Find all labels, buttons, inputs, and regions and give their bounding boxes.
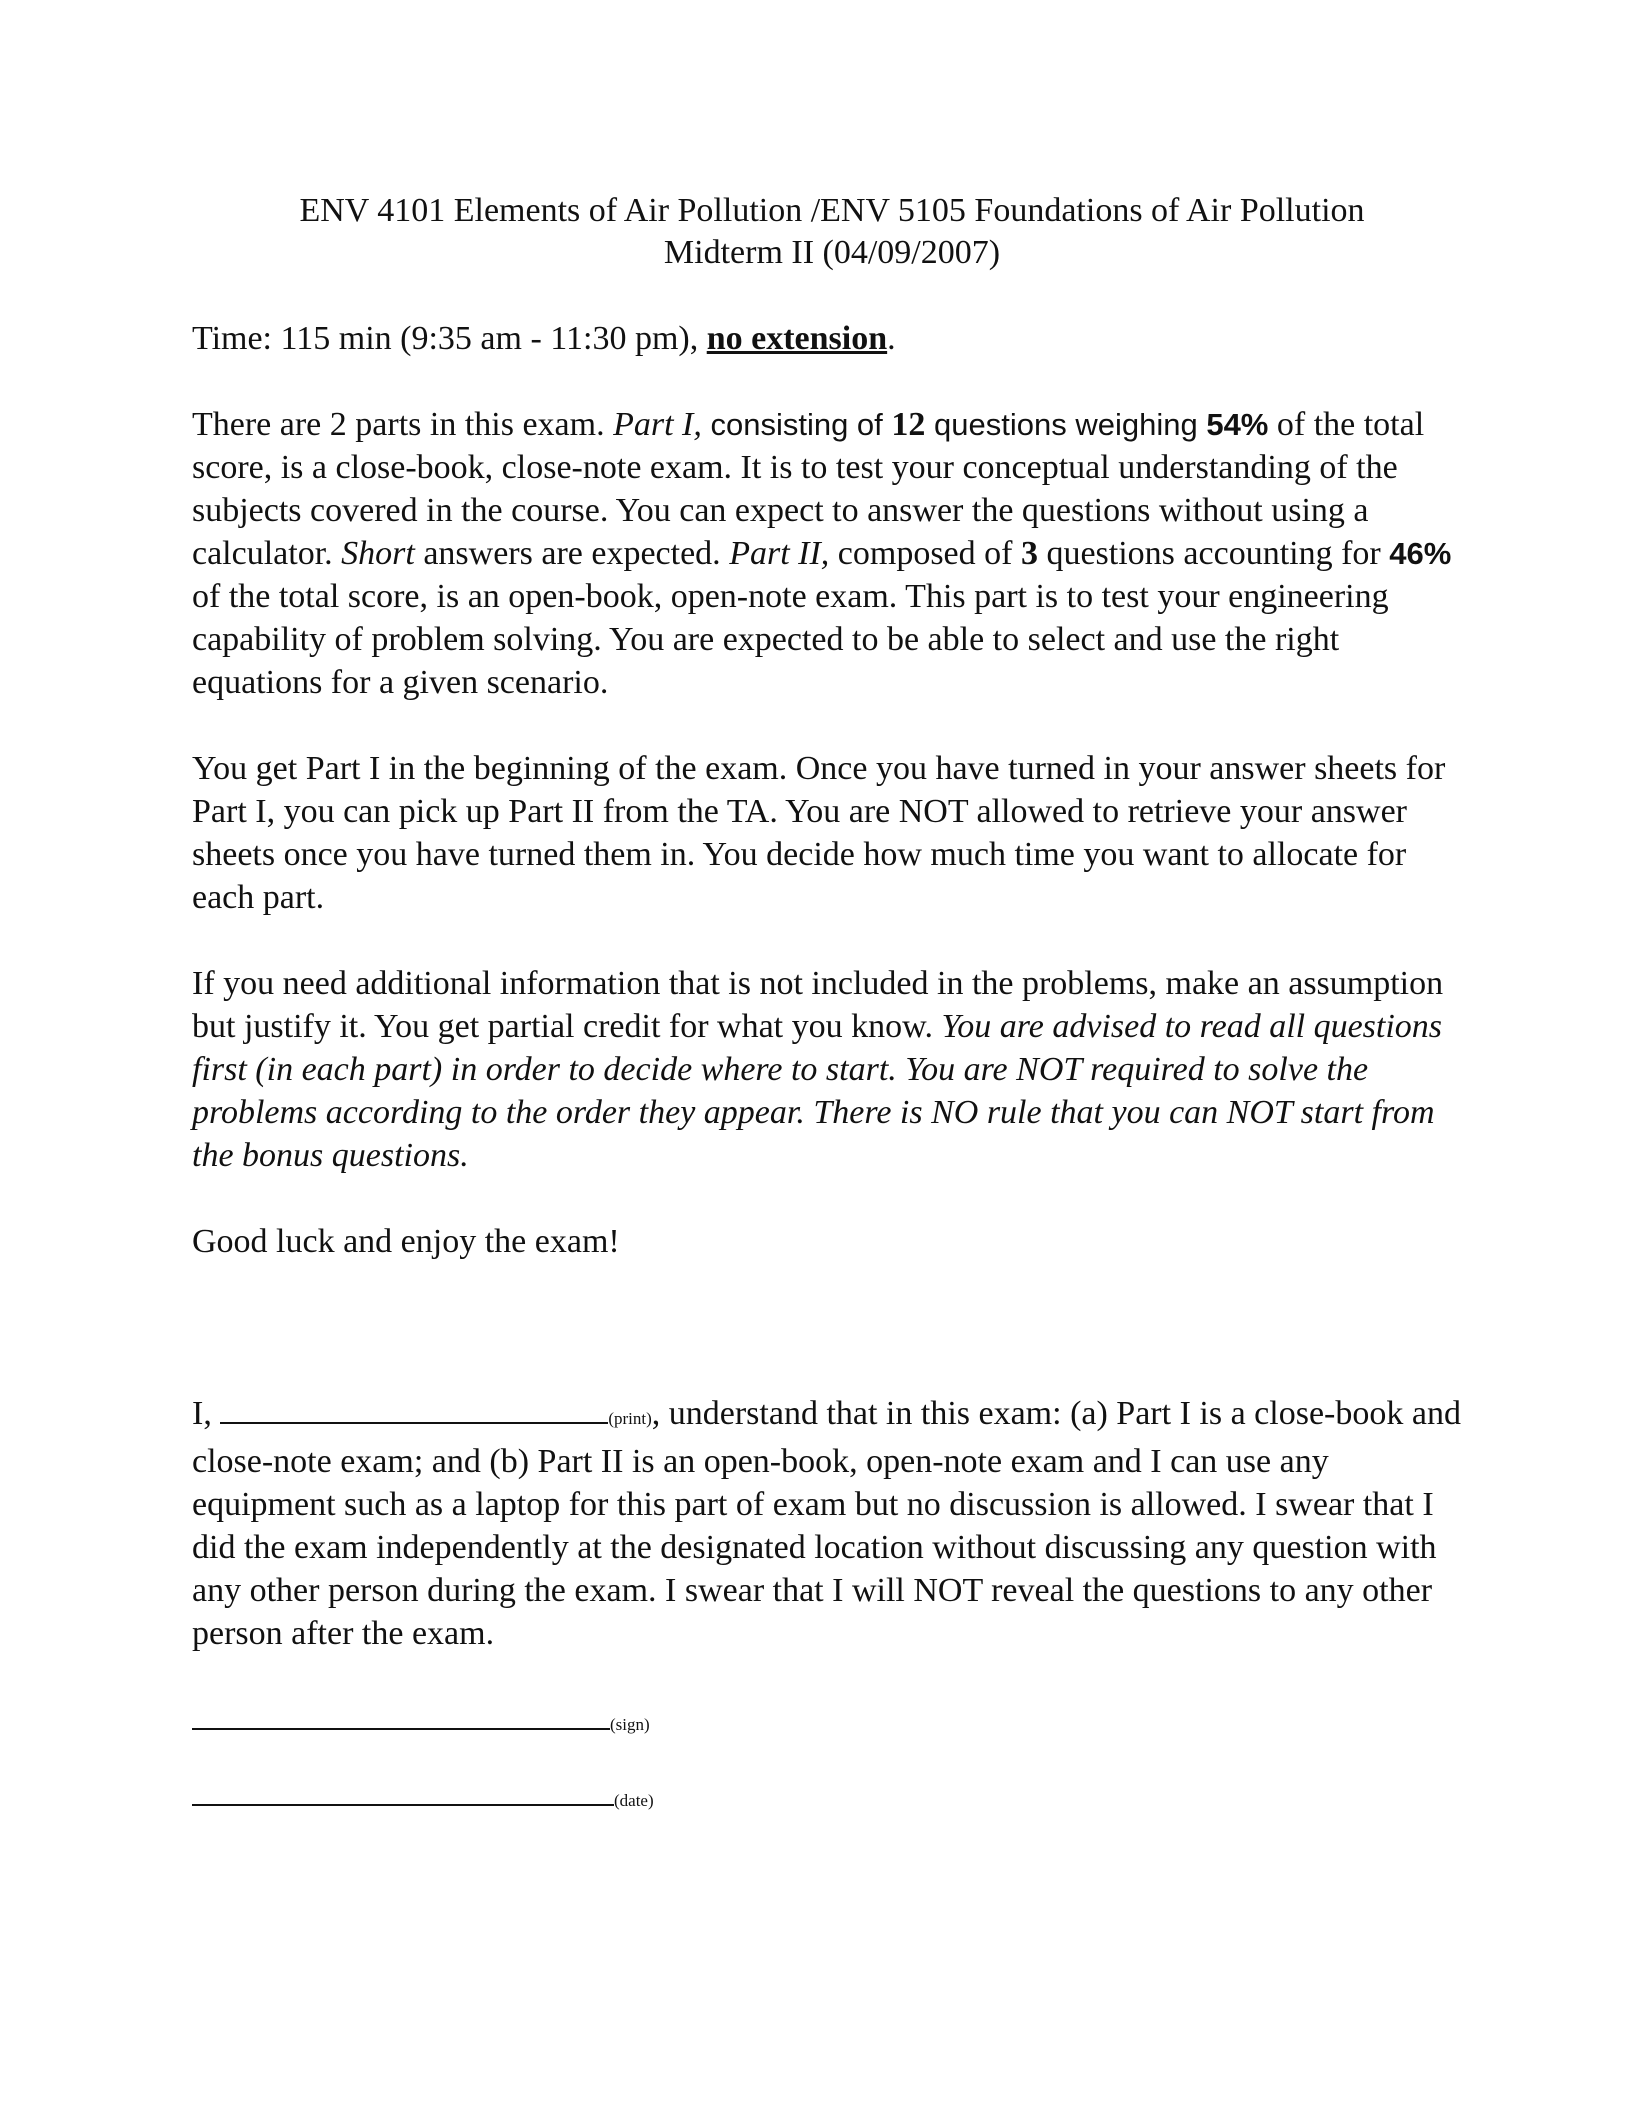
weight-part-one: 54% [1206, 407, 1269, 442]
intro-paragraph [192, 403, 1472, 704]
short-emphasis: Short [341, 535, 415, 572]
intro-text-5: answers are expected. [414, 535, 730, 572]
time-text: Time: 115 min (9:35 am - 11:30 pm), [192, 320, 707, 357]
sign-label: (sign) [610, 1715, 650, 1734]
time-suffix: . [887, 320, 896, 357]
date-line [192, 1776, 1472, 1812]
assumptions-paragraph [192, 962, 1472, 1177]
intro-text-2: consisting of [701, 407, 892, 442]
date-label: (date) [614, 1791, 654, 1810]
print-label: (print) [608, 1409, 652, 1428]
pledge-lead: I, [192, 1395, 221, 1432]
print-name-blank[interactable] [220, 1392, 608, 1424]
course-title: ENV 4101 Elements of Air Pollution /ENV 5105 Foundations of Air Pollution [299, 192, 1365, 229]
exam-subtitle: Midterm II (04/09/2007) [663, 234, 1001, 271]
intro-text-3: questions weighing [925, 407, 1207, 442]
no-extension-text: no extension [706, 320, 888, 357]
intro-text-4: of the total score, is a close-book, close-note exam. It is to test your conceptual understanding of the subjects covered in the course. You can expect to answer the questions without using a calculator. [192, 406, 1425, 572]
assumptions-text: If you need additional information that is not included in the problems, make an assumption but justify it. You get partial credit for what you know. [192, 965, 1444, 1045]
time-line [192, 317, 1472, 360]
signature-blank[interactable] [192, 1700, 610, 1730]
intro-text-1: There are 2 parts in this exam. [192, 406, 614, 443]
date-blank[interactable] [192, 1776, 614, 1806]
part-one-label: Part I, [613, 406, 702, 443]
question-count-part-one: 12 [891, 406, 926, 443]
intro-text-6: composed of [829, 535, 1021, 572]
exam-cover-page [192, 190, 1472, 1812]
part-two-label: Part II, [729, 535, 830, 572]
pledge-text: , understand that in this exam: (a) Part I is a close-book and close-note exam; and (b) Part II is an open-book, open-note exam and I can use any equipment such as a laptop for this part of exam but no discussion is allowed. I swear that I did the exam independently at the designated location without discussing any question with any other person during the exam. I swear that I will NOT reveal the questions to any other person after the exam. [192, 1395, 1461, 1652]
advice-italic-text: You are advised to read all questions first (in each part) in order to decide where to start. You are NOT required to solve the problems according to the order they appear. There is NO rule that you can NOT start from the bonus questions. [192, 1008, 1443, 1174]
exam-header [172, 190, 1492, 274]
good-luck-line: Good luck and enjoy the exam! [192, 1223, 620, 1260]
signature-line [192, 1700, 1472, 1736]
honor-pledge-paragraph [192, 1392, 1472, 1655]
procedure-paragraph: You get Part I in the beginning of the exam. Once you have turned in your answer sheets for Part I, you can pick up Part II from the TA. You are NOT allowed to retrieve your answer sheets once you have turned them in. You decide how much time you want to allocate for each part. [192, 750, 1446, 916]
intro-text-8: of the total score, is an open-book, open-note exam. This part is to test your engineering capability of problem solving. You are expected to be able to select and use the right equations for a given scenario. [192, 578, 1389, 701]
weight-part-two: 46% [1389, 536, 1452, 571]
intro-text-7: questions accounting for [1037, 535, 1390, 572]
question-count-part-two: 3 [1020, 535, 1038, 572]
